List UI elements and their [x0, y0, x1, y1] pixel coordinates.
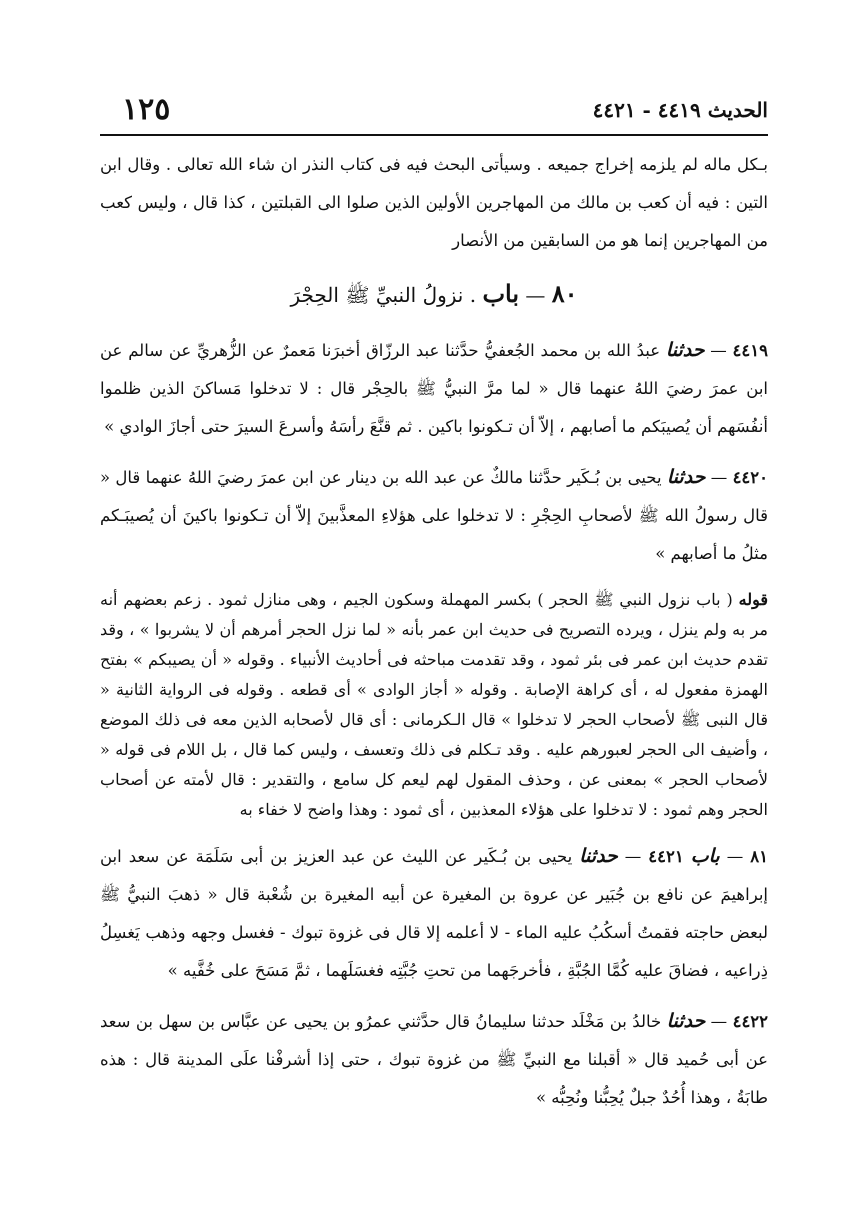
- hadith-dash: —: [624, 847, 642, 866]
- header-rule: [100, 134, 768, 136]
- hadith-dash: —: [710, 341, 727, 360]
- commentary-text: ( باب نزول النبي ﷺ الحجر ) بكسر المهملة وسكون الجيم ، وهى منازل ثمود . زعم بعضهم أنه مر به ولم ينزل ، ويرده التصريح فى حديث ابن عمر بأنه « لما نزل الحجر أمرهم أن لا يشربوا » ، وقد تقدم حديث ابن عمر فى بئر ثمود ، وقد تقدمت مباحثه فى أحاديث الأنبياء . وقوله « أن يصيبكم » بفتح الهمزة مفعول له ، أى كراهة الإصابة . وقوله « أجاز الوادى » أى قطعه . وقوله فى الرواية الثانية « قال النبى ﷺ لأصحاب الحجر لا تدخلوا » قال الـكرمانى : أى قال لأصحابه الذين معه فى ذلك الموضع ، وأضيف الى الحجر لعبورهم عليه . وقد تـكلم فى ذلك وتعسف ، وليس كما قال ، بل اللام فى قوله « لأصحاب الحجر » بمعنى عن ، وحذف المقول لهم ليعم كل سامع ، والتقدير : قال لأمته عن أصحاب الحجر وهم ثمود : لا تدخلوا على هؤلاء المعذبين ، أى ثمود : وهذا واضح لا خفاء به: [100, 590, 768, 819]
- hadith-4419: [100, 331, 768, 446]
- chapter-dash: —: [726, 847, 744, 866]
- hadith-text: يحيى بن بُـكَير حدَّثنا مالكٌ عن عبد الله بن دينار عن ابن عمرَ رضيَ اللهُ عنهما قال « قال رسولُ الله ﷺ لأصحابِ الحِجْرِ : لا تدخلوا على هؤلاءِ المعذَّبينَ إلاّ أن تـكونوا باكينَ أن يُصيبَـكم مثلُ ما أصابهم »: [100, 468, 768, 563]
- haddathana-word: حدثنا: [666, 466, 706, 488]
- hadith-number: ٤٤٢١: [648, 847, 684, 866]
- chapter-dash: —: [525, 283, 546, 307]
- hadith-text: عبدُ الله بن محمد الجُعفيُّ حدَّثنا عبد الرزّاق أخبرَنا مَعمرٌ عن الزُّهريِّ عن سالم عن ابن عمرَ رضيَ اللهُ عنهما قال « لما مرَّ النبيُّ ﷺ بالحِجْر قال : لا تدخلوا مَساكنَ الذين ظلموا أنفُسَهم أن يُصيبَكم ما أصابهم ، إلاّ أن تـكونوا باكين . ثم قنَّعَ رأسَهُ وأسرعَ السيرَ حتى أجازَ الوادي »: [100, 341, 768, 436]
- chapter-word: باب: [482, 279, 520, 308]
- haddathana-word: حدثنا: [579, 845, 618, 867]
- hadith-dash: —: [710, 468, 728, 487]
- page-header: [100, 92, 768, 134]
- chapter-81-hadith-4421: [100, 837, 768, 990]
- commentary-paragraph: [100, 585, 768, 825]
- page-number: ١٢٥: [122, 92, 171, 127]
- page-content: [100, 146, 768, 1129]
- hadith-4422: [100, 1002, 768, 1117]
- chapter-number: ٨٠: [551, 279, 578, 308]
- hadith-dash: —: [710, 1012, 728, 1031]
- hadith-number: ٤٤٢٢: [732, 1012, 769, 1031]
- qawluhu-word: قوله: [738, 590, 768, 609]
- chapter-heading-80: [100, 272, 768, 317]
- hadith-number: ٤٤٢٠: [732, 468, 769, 487]
- chapter-word: باب: [690, 845, 720, 867]
- haddathana-word: حدثنا: [666, 1010, 706, 1032]
- running-head: الحديث ٤٤١٩ - ٤٤٢١: [592, 98, 768, 122]
- commentary-continuation: بـكل ماله لم يلزمه إخراج جميعه . وسيأتى البحث فيه فى كتاب النذر ان شاء الله تعالى . وقال ابن التين : فيه أن كعب بن مالك من المهاجرين الأولين الذين صلوا الى القبلتين ، كذا قال ، وليس كعب من المهاجرين إنما هو من السابقين من الأنصار: [100, 155, 768, 250]
- hadith-4420: [100, 458, 768, 573]
- hadith-text: خالدُ بن مَخْلَد حدثنا سليمانُ قال حدَّثني عمرُو بن يحيى عن عبَّاس بن سهل بن سعد عن أبى حُميد قال « أقبلنا مع النبيِّ ﷺ من غزوة تبوك ، حتى إذا أشرفْنا علَى المدينة قال : هذه طابَةُ ، وهذا أُحُدٌ جبلٌ يُحِبُّنا ونُحِبُّه »: [100, 1012, 768, 1107]
- chapter-number: ٨١: [750, 847, 768, 866]
- haddathana-word: حدثنا: [665, 339, 705, 361]
- hadith-number: ٤٤١٩: [732, 341, 768, 360]
- chapter-title: . نزولُ النبيِّ ﷺ الحِجْرَ: [290, 283, 477, 307]
- hadith-text: يحيى بن بُـكَير عن الليث عن عبد العزيز بن أبى سَلَمَة عن سعد ابن إبراهيمَ عن نافع بن جُبَير عن عروة بن المغيرة عن أبيه المغيرة بن شُعْبة قال « ذهبَ النبيُّ ﷺ لبعض حاجته فقمتُ أسكُبُ عليه الماء - لا أعلمه إلا قال فى غزوة تبوك - فغسل وجهه وذهب يَغسِلُ ذِراعيه ، فضاقَ عليه كُمَّا الجُبَّةِ ، فأخرجَهما من تحتِ جُبَّتِه فغسَلَهما ، ثمَّ مَسَحَ على خُفَّيه »: [100, 847, 768, 980]
